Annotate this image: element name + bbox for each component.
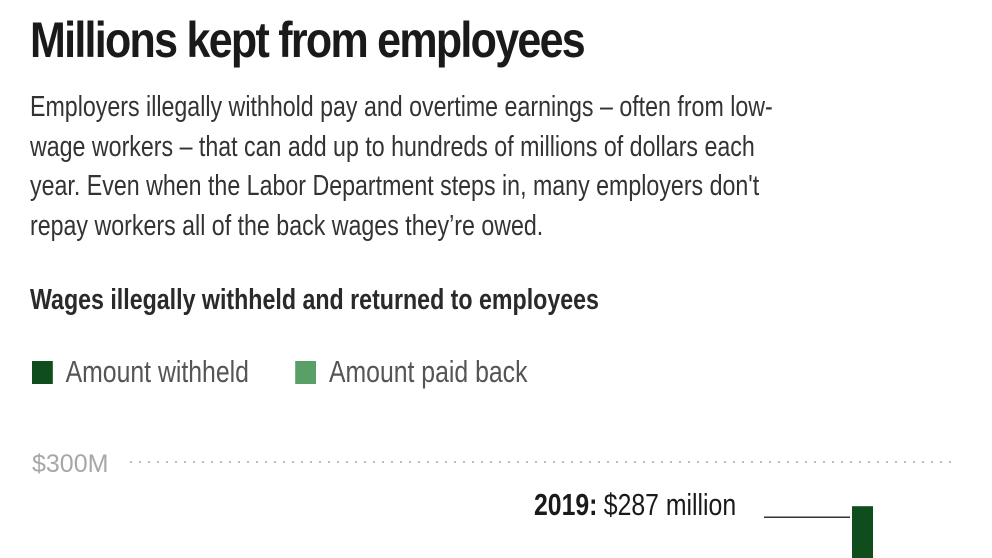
- legend-label-withheld: Amount withheld: [65, 354, 249, 389]
- annotation-value: $287 million: [603, 487, 737, 522]
- page-description: Employers illegally withhold pay and overtime earnings – often from low-wage workers – that can add up to hundreds of millions of dollars each year. Even when the Labor Department steps in, many employers don't repay workers all of the back wages they’re owed.: [30, 91, 773, 242]
- annotation-year: 2019:: [534, 487, 598, 522]
- annotation-label-2019: [534, 487, 736, 521]
- bar-withheld-2019: [852, 506, 873, 558]
- chart-title: Wages illegally withheld and returned to employees: [30, 284, 599, 316]
- page-title: Millions kept from employees: [30, 12, 584, 68]
- bars: [852, 506, 895, 558]
- legend-label-paid-back: Amount paid back: [328, 354, 528, 389]
- y-tick-label-300m: $300M: [32, 450, 109, 478]
